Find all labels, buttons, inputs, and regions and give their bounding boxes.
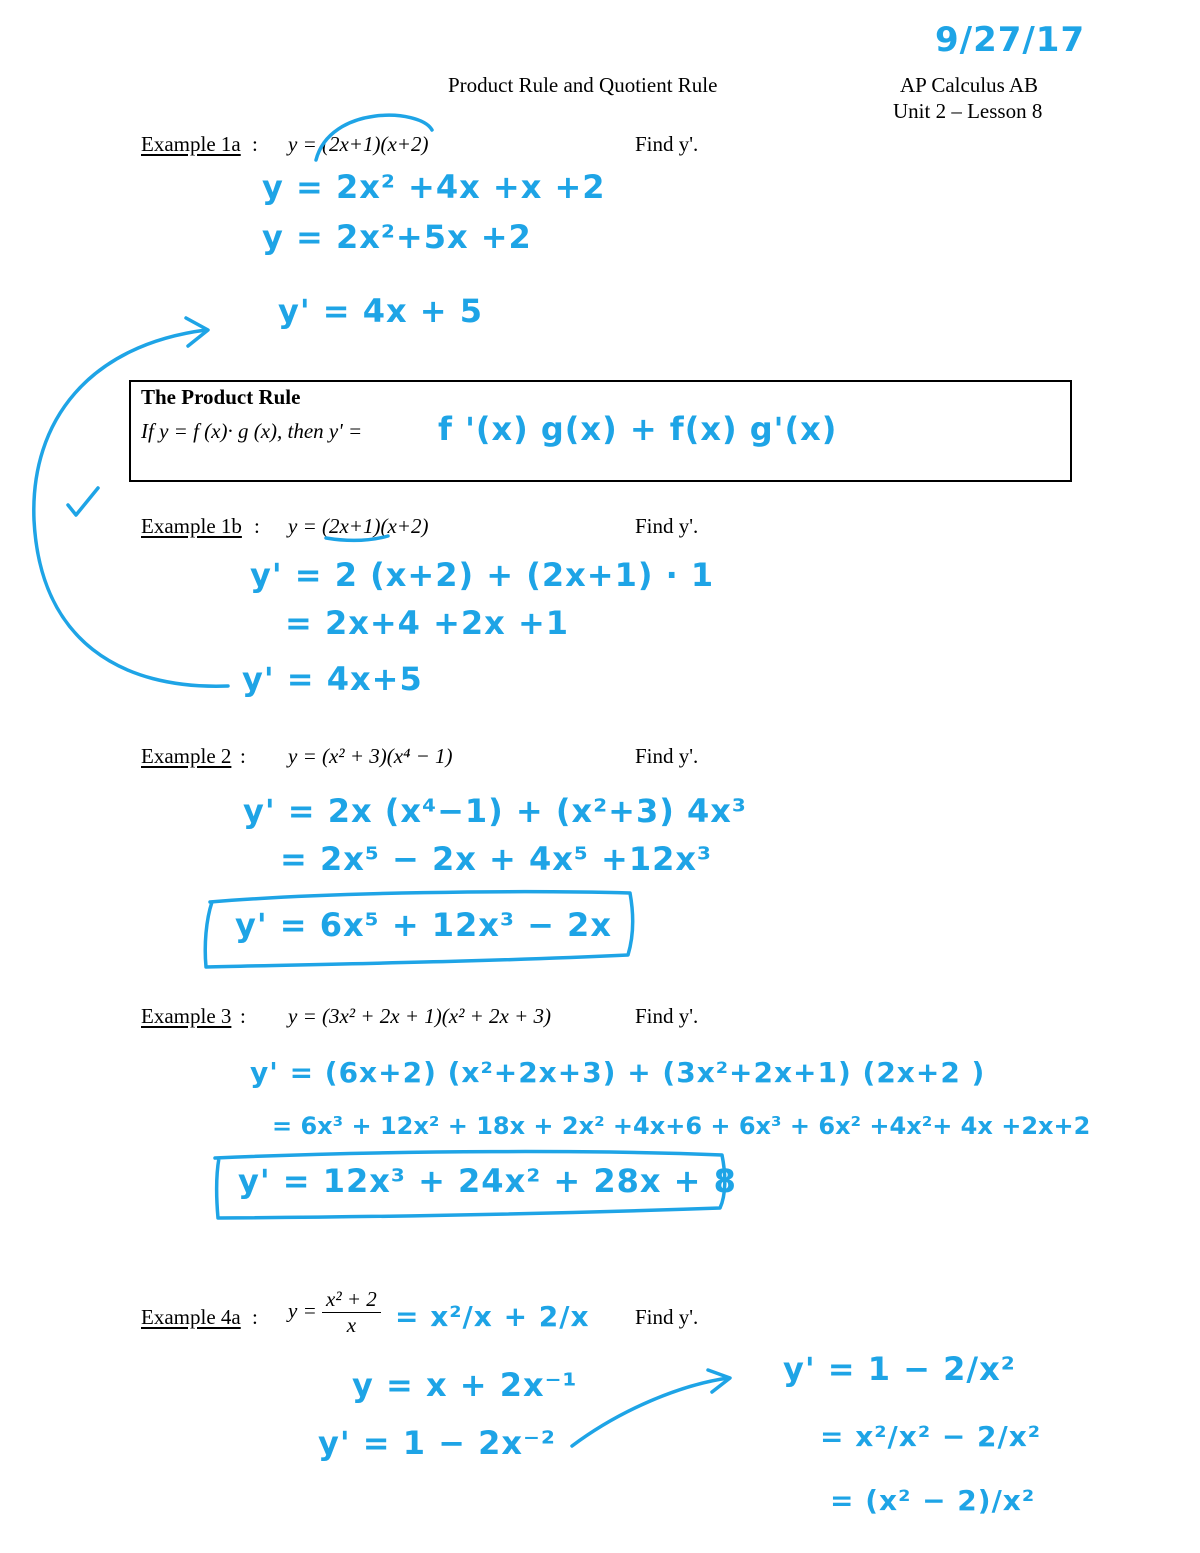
example-1a-work-1: y = 2x² +4x +x +2 xyxy=(262,168,606,206)
ex4a-arrow-head xyxy=(708,1370,730,1392)
example-3-find: Find y'. xyxy=(635,1004,699,1028)
example-3-problem: y = (3x² + 2x + 1)(x² + 2x + 3) xyxy=(288,1004,552,1028)
example-1b-work-2: = 2x+4 +2x +1 xyxy=(285,604,570,642)
product-rule-statement: If y = f (x)· g (x), then y' = xyxy=(141,419,363,443)
example-4a-work-left-2: y' = 1 − 2x⁻² xyxy=(318,1424,556,1462)
example-1a-find: Find y'. xyxy=(635,132,699,156)
example-4a-denominator: x xyxy=(346,1313,357,1337)
example-4a-work-right-2: = x²/x² − 2/x² xyxy=(820,1420,1042,1453)
example-1b-label: Example 1b xyxy=(141,514,242,538)
worksheet-title: Product Rule and Quotient Rule xyxy=(448,73,718,97)
colon: : xyxy=(254,514,260,538)
example-1b-work-3: y' = 4x+5 xyxy=(242,660,423,698)
example-3-label: Example 3 xyxy=(141,1004,232,1028)
example-4a-split: = x²/x + 2/x xyxy=(395,1300,590,1333)
example-4a-numerator: x² + 2 xyxy=(322,1287,381,1313)
example-2-problem: y = (x² + 3)(x⁴ − 1) xyxy=(288,744,453,768)
example-4a-lhs: y = xyxy=(288,1298,317,1323)
lesson-number: Unit 2 – Lesson 8 xyxy=(893,99,1043,123)
example-3-answer: y' = 12x³ + 24x² + 28x + 8 xyxy=(238,1162,737,1200)
example-2-find: Find y'. xyxy=(635,744,699,768)
colon: : xyxy=(240,1004,246,1028)
example-1a-work-2: y = 2x²+5x +2 xyxy=(262,218,532,256)
course-name: AP Calculus AB xyxy=(900,73,1039,97)
product-rule-answer: f '(x) g(x) + f(x) g'(x) xyxy=(438,410,838,448)
example-4a-problem xyxy=(288,1287,381,1338)
example-1a-problem: y = (2x+1)(x+2) xyxy=(288,132,429,156)
example-4a-fraction xyxy=(322,1287,381,1338)
example-2-work-2: = 2x⁵ − 2x + 4x⁵ +12x³ xyxy=(280,840,713,878)
example-1a-work-3: y' = 4x + 5 xyxy=(278,292,484,330)
example-1a-label: Example 1a xyxy=(141,132,241,156)
handwritten-date: 9/27/17 xyxy=(935,20,1086,60)
ex4a-arrow xyxy=(572,1378,728,1446)
example-4a-work-left-1: y = x + 2x⁻¹ xyxy=(352,1366,578,1404)
example-4a-label: Example 4a xyxy=(141,1305,241,1329)
colon: : xyxy=(240,744,246,768)
example-2-answer: y' = 6x⁵ + 12x³ − 2x xyxy=(235,906,612,944)
example-2-work-1: y' = 2x (x⁴−1) + (x²+3) 4x³ xyxy=(243,792,747,830)
example-1b-work-1: y' = 2 (x+2) + (2x+1) · 1 xyxy=(250,556,715,594)
example-3-work-2: = 6x³ + 12x² + 18x + 2x² +4x+6 + 6x³ + 6x² +4x²+ 4x +2x+2 xyxy=(272,1112,1091,1140)
product-rule-title: The Product Rule xyxy=(141,385,301,409)
example-3-work-1: y' = (6x+2) (x²+2x+3) + (3x²+2x+1) (2x+2 ) xyxy=(250,1056,986,1089)
colon: : xyxy=(252,132,258,156)
curved-arrow-head xyxy=(186,318,208,346)
example-2-label: Example 2 xyxy=(141,744,232,768)
colon: : xyxy=(252,1305,258,1329)
check-icon xyxy=(68,488,98,515)
example-4a-work-right-3: = (x² − 2)/x² xyxy=(830,1484,1036,1517)
example-1b-problem: y = (2x+1)(x+2) xyxy=(288,514,429,538)
example-4a-work-right-1: y' = 1 − 2/x² xyxy=(783,1350,1016,1388)
example-4a-find: Find y'. xyxy=(635,1305,699,1329)
example-1b-find: Find y'. xyxy=(635,514,699,538)
